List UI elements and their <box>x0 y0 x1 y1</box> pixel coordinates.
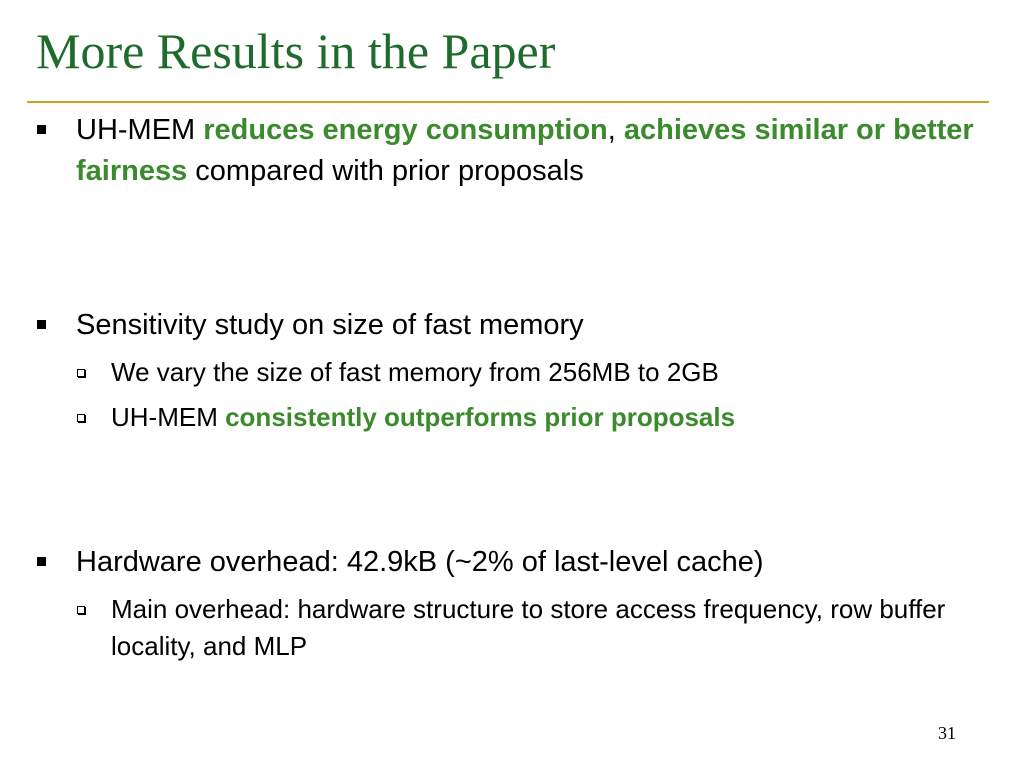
square-bullet-icon <box>37 320 46 329</box>
slide-title: More Results in the Paper <box>36 23 556 79</box>
sub-bullet-size-range <box>111 354 991 391</box>
bullet-text-prefix: UH-MEM <box>76 114 204 146</box>
sub-bullet-outperforms <box>111 399 991 436</box>
bullet-sensitivity-study <box>76 305 996 346</box>
hollow-square-bullet-icon <box>77 414 85 422</box>
sub-bullet-main-overhead <box>111 591 991 665</box>
square-bullet-icon <box>37 557 46 566</box>
bullet-energy-fairness <box>76 110 996 192</box>
sub-bullet-text: Main overhead: hardware structure to store access frequency, row buffer locality, and MLP <box>111 594 946 661</box>
bullet-text: Hardware overhead: 42.9kB (~2% of last-level cache) <box>76 546 764 578</box>
highlight-fairness: achieves similar or better fairness <box>76 114 974 187</box>
bullet-text: Sensitivity study on size of fast memory <box>76 309 584 341</box>
sub-bullet-text: We vary the size of fast memory from 256MB to 2GB <box>111 357 719 387</box>
page-number: 31 <box>938 723 956 743</box>
highlight-energy: reduces energy consumption <box>203 114 608 146</box>
highlight-outperforms: consistently outperforms prior proposals <box>225 402 736 432</box>
bullet-text-comma: , <box>607 114 624 146</box>
bullet-text-suffix: compared with prior proposals <box>187 155 584 187</box>
bullet-hardware-overhead <box>76 542 996 583</box>
title-divider <box>27 101 989 103</box>
sub-bullet-prefix: UH-MEM <box>111 402 226 432</box>
hollow-square-bullet-icon <box>77 369 85 377</box>
hollow-square-bullet-icon <box>77 606 85 614</box>
square-bullet-icon <box>37 125 46 134</box>
